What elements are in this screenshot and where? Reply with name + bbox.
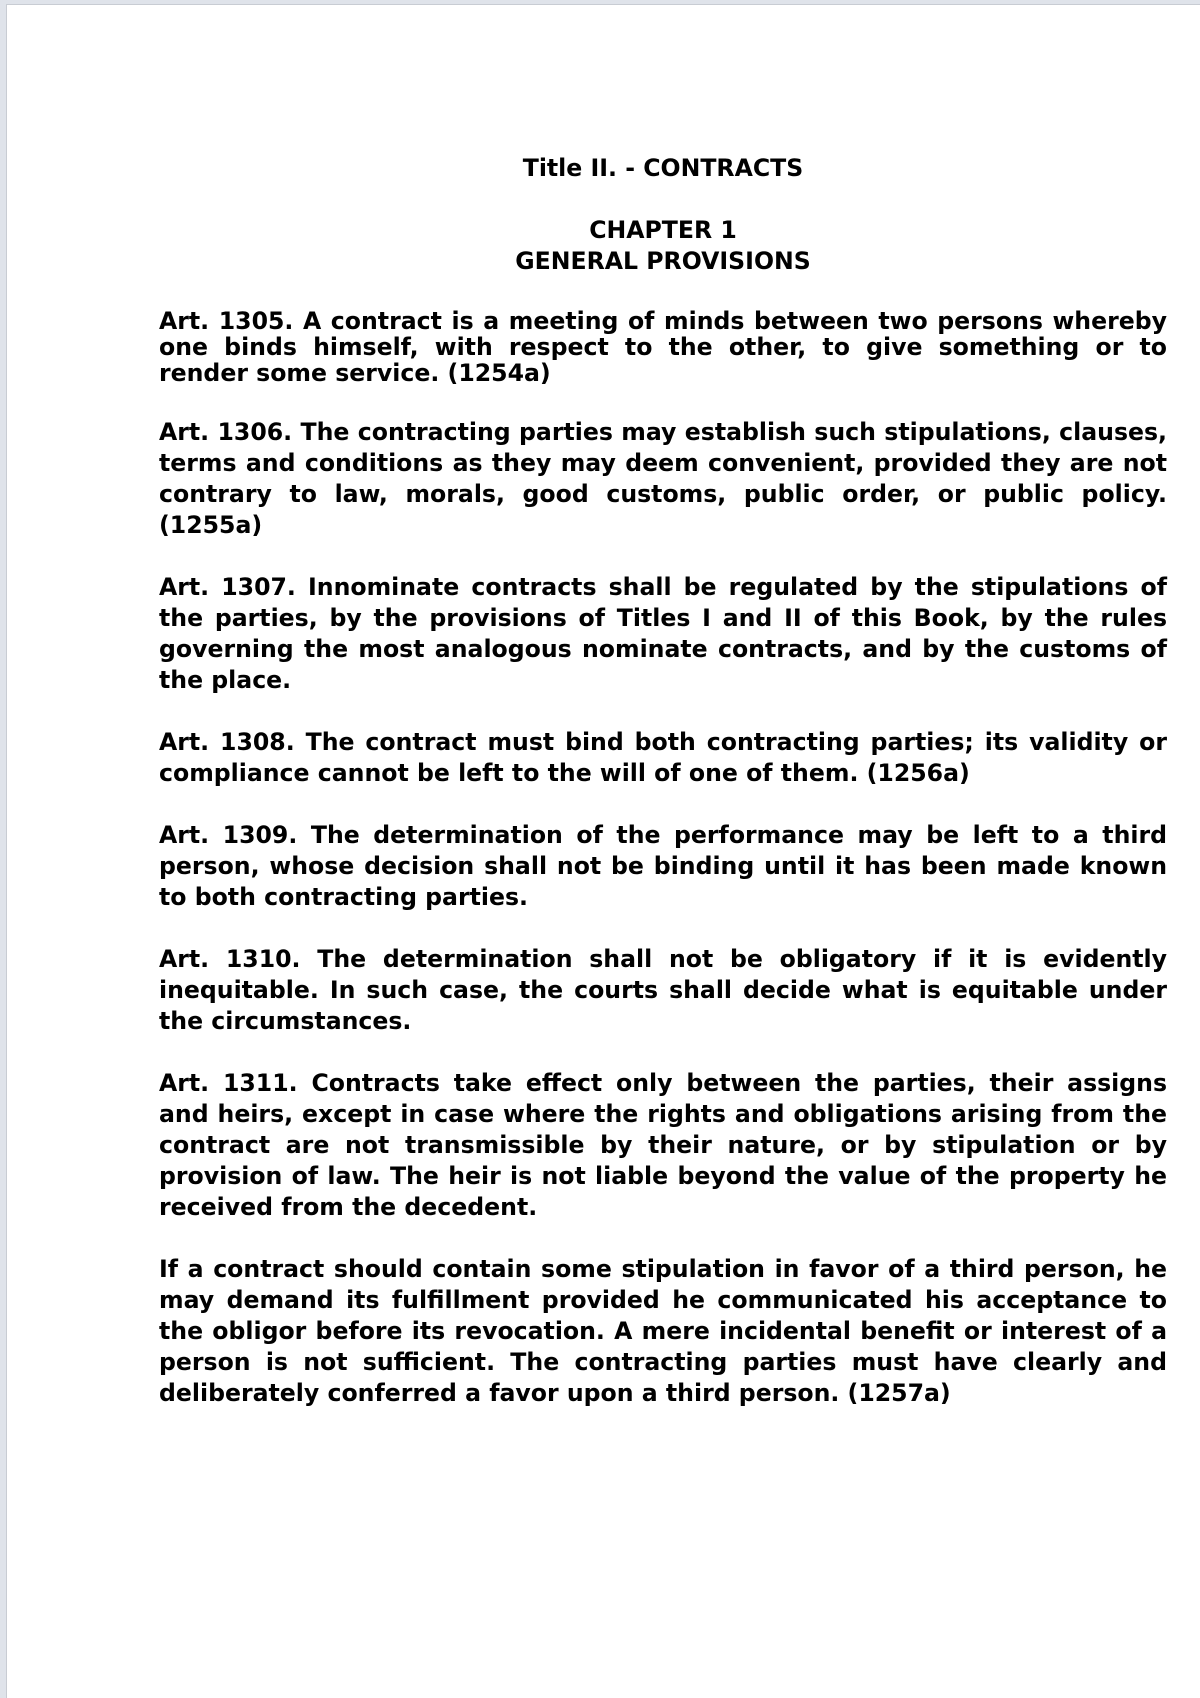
- article-1311-paragraph-2: If a contract should contain some stipulation in favor of a third person, he may demand its fulfillment provided he communicated his acceptance to the obligor before its revocation. A mere incidental benefit or interest of a person is not sufficient. The contracting parties must have clearly and deliberately conferred a favor upon a third person. (1257a): [159, 1255, 1167, 1407]
- article-1306: Art. 1306. The contracting parties may establish such stipulations, clauses, terms and conditions as they may deem convenient, provided they are not contrary to law, morals, good customs, public order, or public policy. (1255a): [159, 418, 1167, 539]
- article-1311: Art. 1311. Contracts take effect only between the parties, their assigns and heirs, except in case where the rights and obligations arising from the contract are not transmissible by their nature, or by stipulation or by provision of law. The heir is not liable beyond the value of the property he received from the decedent.: [159, 1069, 1167, 1221]
- article-1309: Art. 1309. The determination of the performance may be left to a third person, whose decision shall not be binding until it has been made known to both contracting parties.: [159, 821, 1167, 911]
- chapter-name: GENERAL PROVISIONS: [515, 247, 811, 275]
- article-1307: Art. 1307. Innominate contracts shall be regulated by the stipulations of the parties, by the provisions of Titles I and II of this Book, by the rules governing the most analogous nominate contracts, and by the customs of the place.: [159, 573, 1167, 694]
- chapter-heading: [159, 215, 1167, 277]
- chapter-number: CHAPTER 1: [589, 216, 737, 244]
- article-1310: Art. 1310. The determination shall not be obligatory if it is evidently inequitable. In such case, the courts shall decide what is equitable under the circumstances.: [159, 945, 1167, 1035]
- article-1305: Art. 1305. A contract is a meeting of minds between two persons whereby one binds himself, with respect to the other, to give something or to render some service. (1254a): [159, 307, 1167, 387]
- page-content: [159, 153, 1167, 1440]
- document-page: [6, 4, 1200, 1698]
- article-1308: Art. 1308. The contract must bind both contracting parties; its validity or compliance cannot be left to the will of one of them. (1256a): [159, 728, 1167, 787]
- document-title: Title II. - CONTRACTS: [522, 154, 804, 182]
